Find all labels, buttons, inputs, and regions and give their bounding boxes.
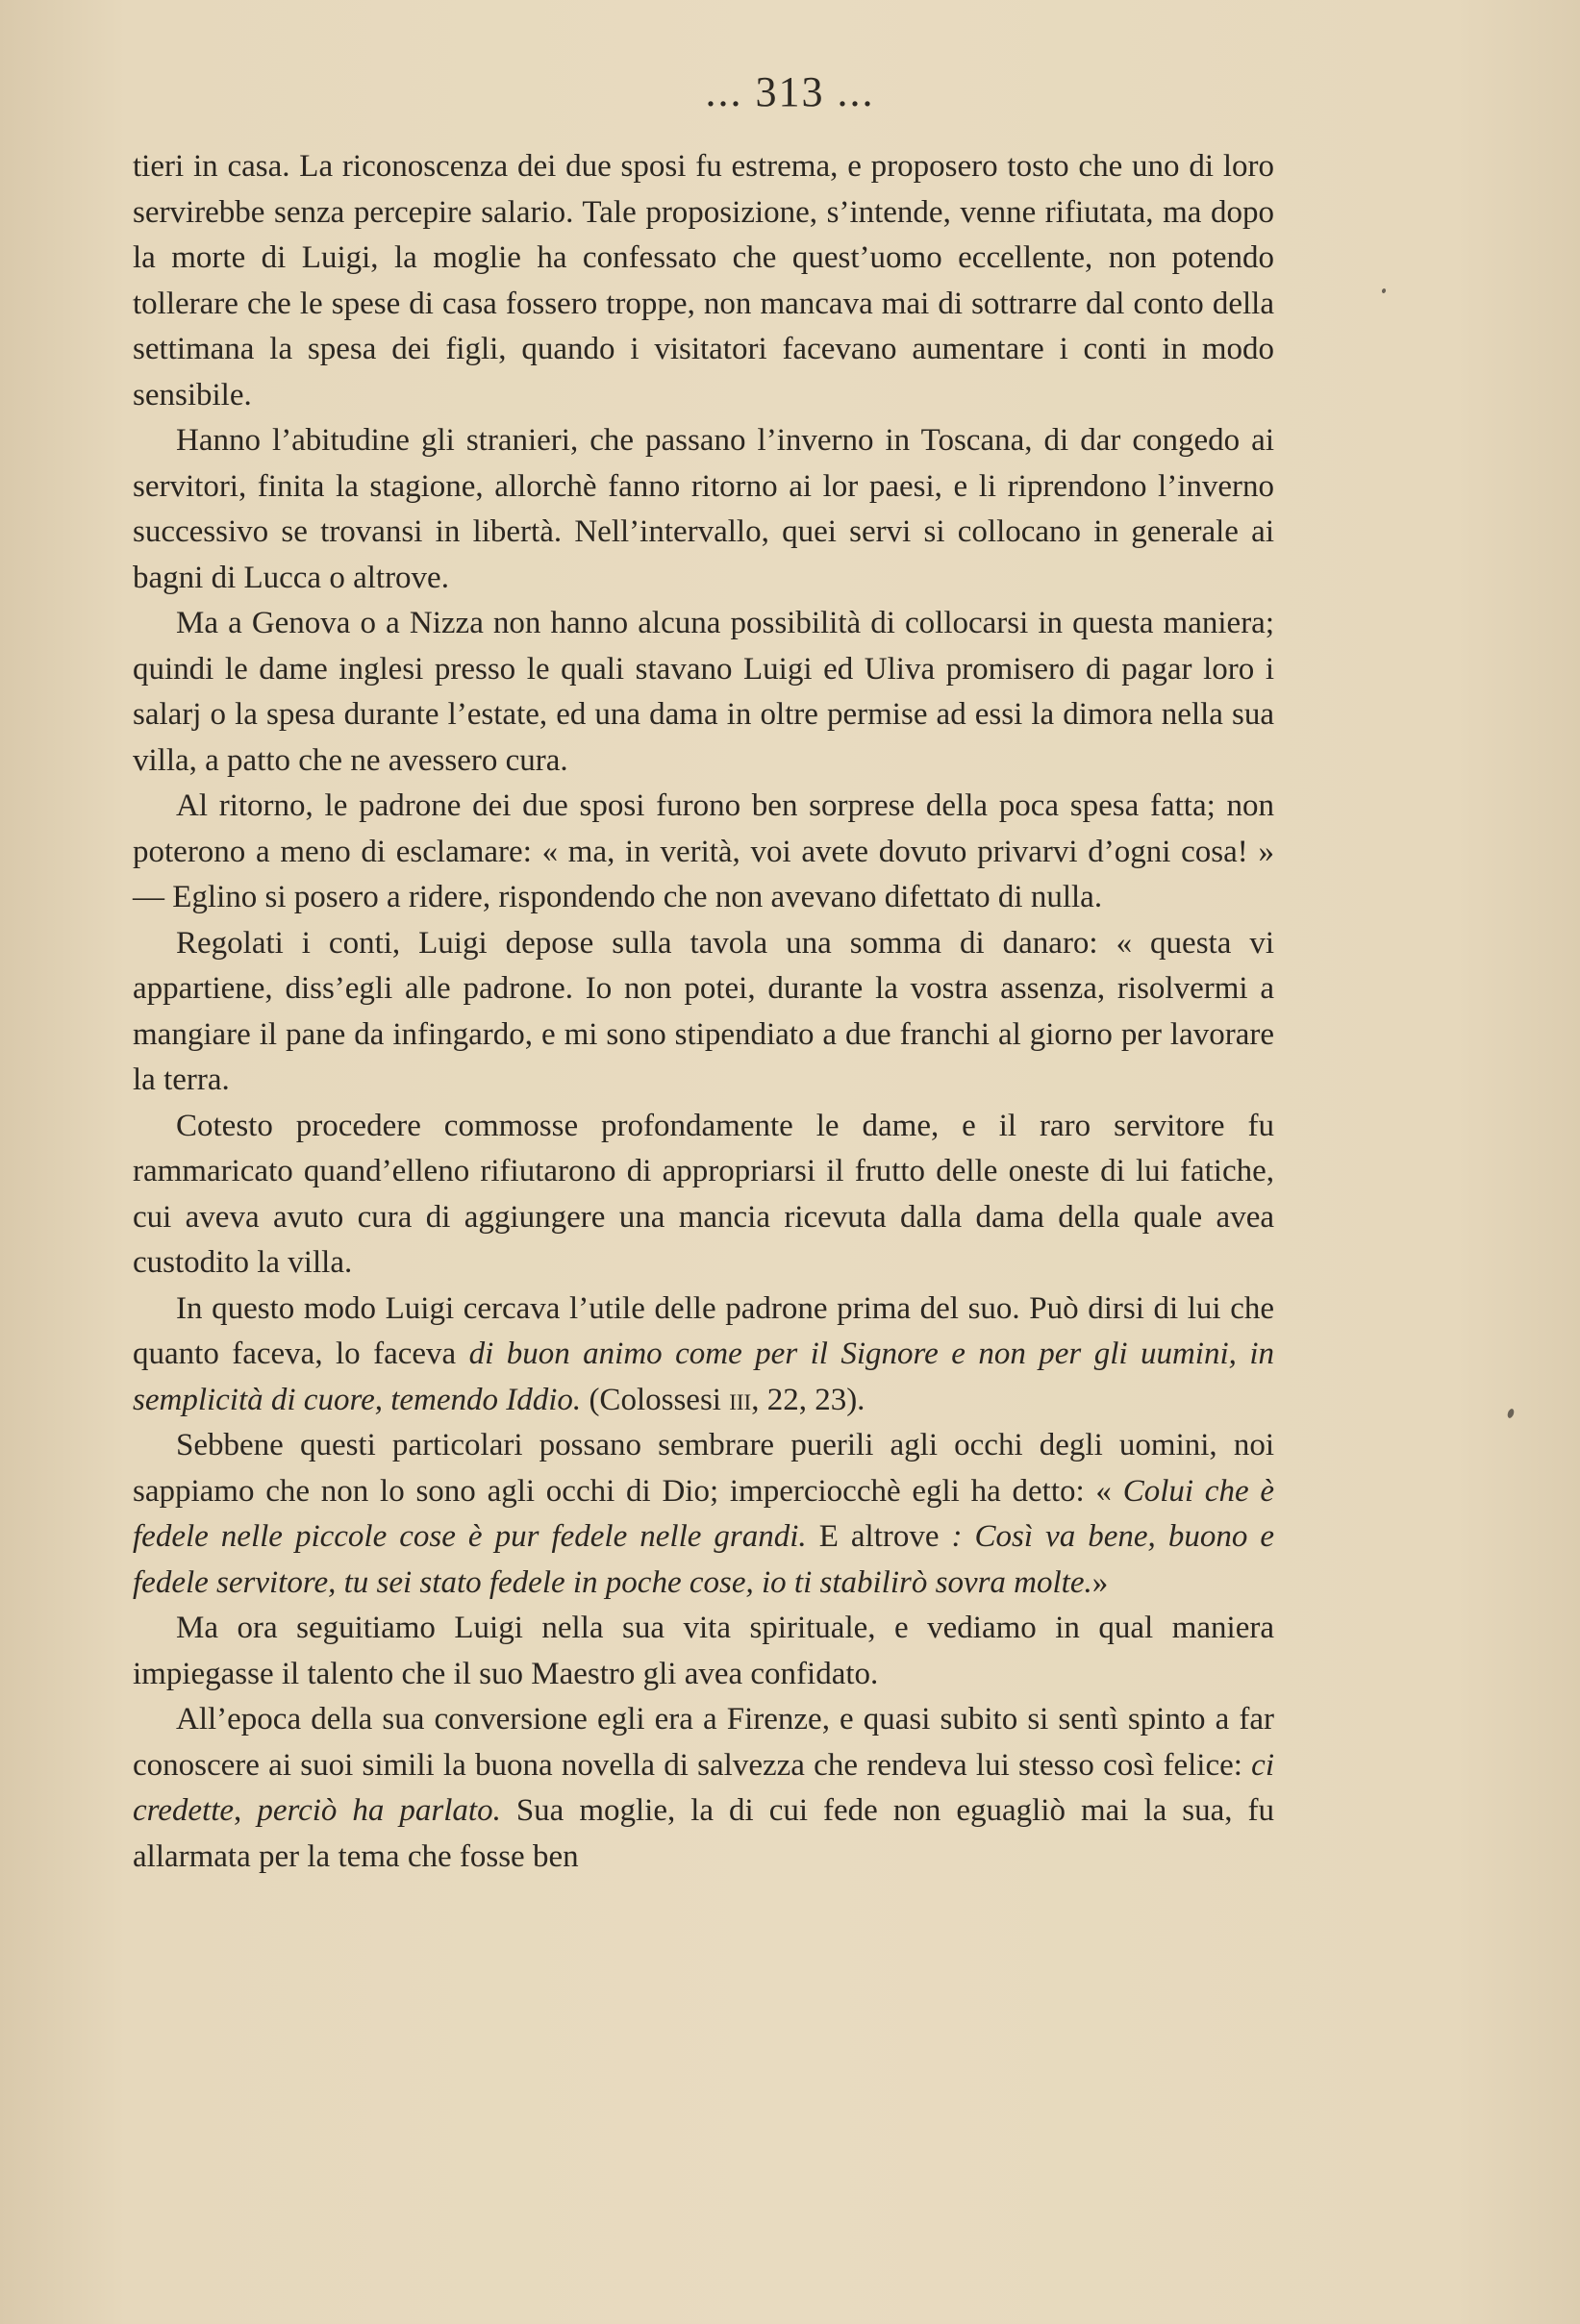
- paper-speck: [1381, 287, 1386, 293]
- paper-speck: [1506, 1408, 1515, 1418]
- paragraph-10-tail: Sua moglie, la di cui fede non eguagliò mai la sua, fu allarmata per la tema che fosse ben: [133, 1793, 1274, 1874]
- paragraph-8-middle: E altrove: [806, 1519, 952, 1554]
- page-number: ... 313 ...: [705, 68, 875, 115]
- paragraph-8-quote-1: Colui che è fedele nelle piccole cose è pur fedele nelle grandi.: [133, 1473, 1274, 1554]
- paragraph-7-text: In questo modo Luigi cercava l’utile delle padrone prima del suo. Può dirsi di lui che quanto faceva, lo faceva: [133, 1290, 1274, 1371]
- body-text: [133, 144, 1274, 1880]
- paragraph-10-text: All’epoca della sua conversione egli era a Firenze, e quasi subito si sentì spinto a far conoscere ai suoi simili la buona novella di salvezza che rendeva lui stesso così felice:: [133, 1702, 1274, 1783]
- paragraph-7-verses: , 22, 23).: [751, 1382, 865, 1417]
- paragraph-5: Regolati i conti, Luigi depose sulla tavola una somma di danaro: « questa vi appartiene, diss’egli alle padrone. Io non potei, durante la vostra assenza, risolvermi a mangiare il pane da infingardo, e mi sono stipendiato a due franchi al giorno per lavorare la terra.: [133, 925, 1274, 1097]
- paragraph-10-sep: ,: [234, 1793, 258, 1828]
- paragraph-7-citation: (Colossesi: [581, 1382, 730, 1417]
- paragraph-7: [133, 1287, 1274, 1424]
- paragraph-7-quote: di buon animo come per il Signore e non per gli uumini, in semplicità di cuore, temendo Iddio.: [133, 1337, 1274, 1417]
- paragraph-8-close: »: [1091, 1564, 1109, 1600]
- paragraph-1: tieri in casa. La riconoscenza dei due sposi fu estrema, e proposero tosto che uno di loro servirebbe senza percepire salario. Tale proposizione, s’intende, venne rifiutata, ma dopo la morte di Luigi, la moglie ha confessato che quest’uomo eccellente, non potendo tollerare che le spese di casa fossero troppe, non mancava mai di sottrarre dal conto della settimana la spesa dei figli, quando i visitatori facevano aumentare i conti in modo sensibile.: [133, 149, 1274, 412]
- paragraph-10-quote-2: perciò ha parlato.: [257, 1793, 501, 1828]
- paragraph-2: Hanno l’abitudine gli stranieri, che passano l’inverno in Toscana, di dar congedo ai servitori, finita la stagione, allorchè fanno ritorno ai lor paesi, e li riprendono l’inverno successivo se trovansi in libertà. Nell’intervallo, quei servi si collocano in generale ai bagni di Lucca o altrove.: [133, 423, 1274, 595]
- paragraph-6: Cotesto procedere commosse profondamente le dame, e il raro servitore fu rammaricato quand’elleno rifiutarono di appropriarsi il frutto delle oneste di lui fatiche, cui aveva avuto cura di aggiungere una mancia ricevuta dalla dama della quale avea custodito la villa.: [133, 1108, 1274, 1280]
- paragraph-4: Al ritorno, le padrone dei due sposi furono ben sorprese della poca spesa fatta; non poterono a meno di esclamare: « ma, in verità, voi avete dovuto privarvi d’ogni cosa! » — Eglino si posero a ridere, rispondendo che non avevano difettato di nulla.: [133, 788, 1274, 914]
- paragraph-9: Ma ora seguitiamo Luigi nella sua vita spirituale, e vediamo in qual maniera impiegasse il talento che il suo Maestro gli avea confidato.: [133, 1611, 1274, 1691]
- paragraph-3: Ma a Genova o a Nizza non hanno alcuna possibilità di collocarsi in questa maniera; quindi le dame inglesi presso le quali stavano Luigi ed Uliva promisero di pagar loro i salarj o la spesa durante l’estate, ed una dama in oltre permise ad essi la dimora nella sua villa, a patto che ne avessero cura.: [133, 606, 1274, 778]
- paragraph-8-quote-2: : Così va bene, buono e fedele servitore, tu sei stato fedele in poche cose, io ti stabilirò sovra molte.: [133, 1519, 1274, 1600]
- paragraph-7-chapter: iii: [729, 1382, 752, 1417]
- paragraph-8: [133, 1423, 1274, 1606]
- paragraph-10: [133, 1697, 1274, 1880]
- paragraph-10-quote-1: ci credette: [133, 1747, 1274, 1828]
- paragraph-8-text: Sebbene questi particolari possano sembrare puerili agli occhi degli uomini, noi sappiamo che non lo sono agli occhi di Dio; imperciocchè egli ha detto: «: [133, 1428, 1274, 1509]
